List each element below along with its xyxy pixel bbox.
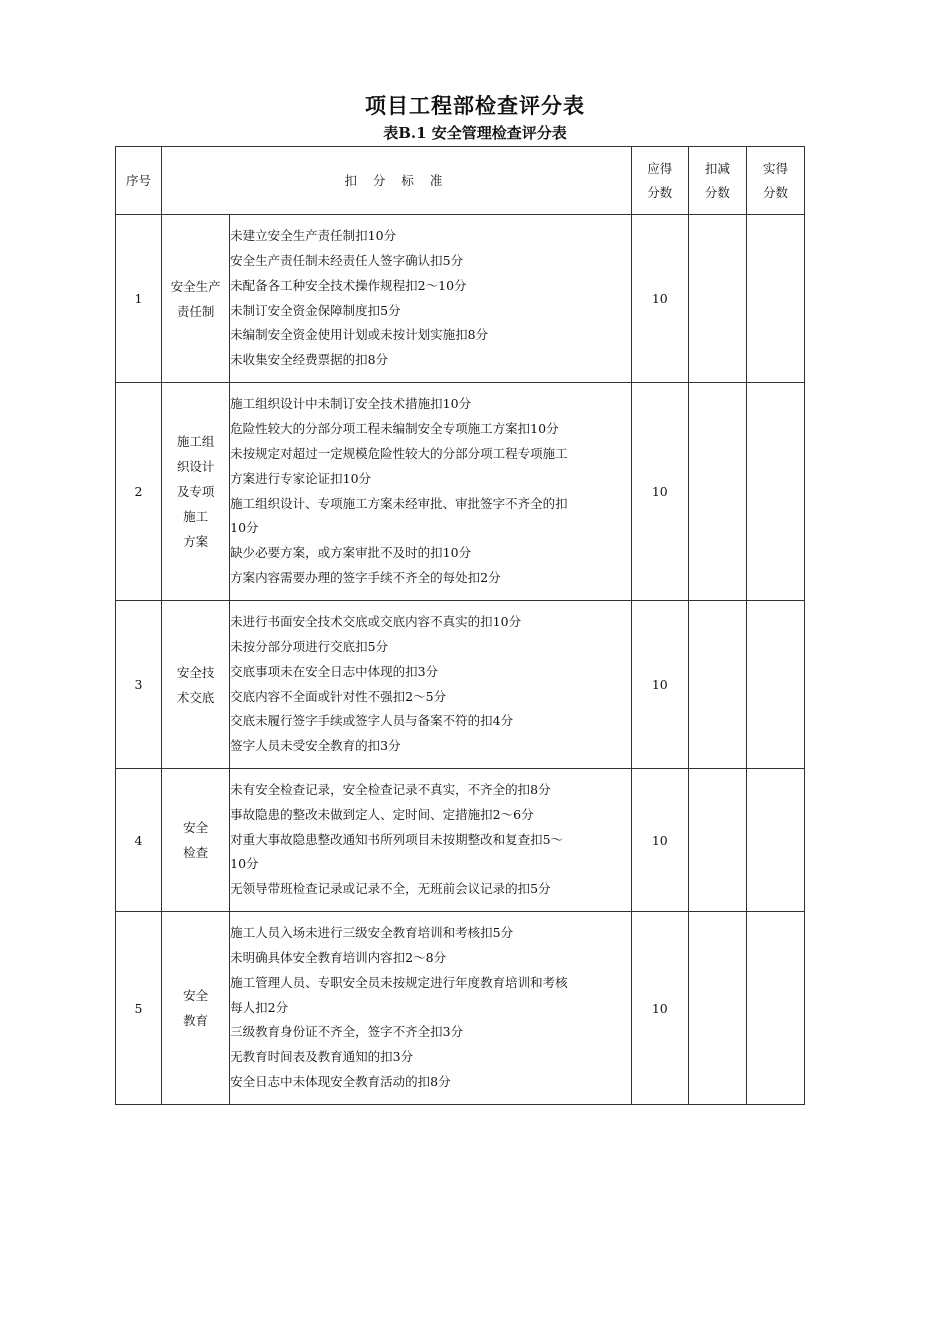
deduction-score-cell[interactable] (688, 601, 746, 769)
table-body (116, 215, 805, 1105)
check-item-line: 织设计 (176, 459, 215, 474)
criteria-line: 未明确具体安全教育培训内容扣2～8分 (230, 950, 447, 965)
deduction-score-cell[interactable] (688, 383, 746, 601)
criteria-line: 未进行书面安全技术交底或交底内容不真实的扣10分 (230, 614, 522, 630)
actual-score-cell[interactable] (746, 215, 804, 383)
check-item (162, 215, 230, 383)
check-item-line: 施工 (183, 509, 209, 524)
header-no: 序号 (116, 147, 162, 215)
deduction-score-cell[interactable] (688, 215, 746, 383)
criteria-line: 未制订安全资金保障制度扣5分 (230, 302, 401, 318)
deduction-score-cell[interactable] (688, 912, 746, 1105)
header-deduction: 扣减 分数 (688, 147, 746, 215)
deduction-criteria (230, 215, 632, 383)
full-score-cell: 10 (631, 912, 688, 1105)
criteria-line: 对重大事故隐患整改通知书所列项目未按期整改和复查扣5～ (230, 831, 564, 847)
check-item-line: 及专项 (176, 484, 215, 499)
page-title: 项目工程部检查评分表 (365, 93, 585, 118)
check-item-line: 安全生产 (170, 278, 221, 294)
criteria-line: 未建立安全生产责任制扣10分 (230, 228, 397, 244)
criteria-line: 缺少必要方案，或方案审批不及时的扣10分 (230, 545, 472, 561)
table-row (116, 912, 805, 1105)
check-item-line: 施工组 (176, 434, 215, 449)
criteria-line: 安全日志中未体现安全教育活动的扣8分 (230, 1073, 451, 1089)
criteria-line: 施工组织设计、专项施工方案未经审批、审批签字不齐全的扣 (230, 495, 568, 511)
check-item-line: 安全 (183, 820, 209, 835)
criteria-line: 未按分部分项进行交底扣5分 (230, 638, 389, 654)
criteria-line: 交底未履行签字手续或签字人员与备案不符的扣4分 (230, 713, 514, 729)
actual-score-cell[interactable] (746, 601, 804, 769)
header-criteria (162, 147, 632, 215)
criteria-line: 未配备各工种安全技术操作规程扣2～10分 (230, 277, 467, 293)
actual-score-cell[interactable] (746, 383, 804, 601)
check-item (162, 601, 230, 769)
check-item-line: 安全 (183, 988, 209, 1003)
criteria-line: 方案内容需要办理的签字手续不齐全的每处扣2分 (230, 569, 501, 585)
deduction-criteria (230, 601, 632, 769)
row-number: 4 (116, 769, 162, 912)
criteria-line: 施工管理人员、专职安全员未按规定进行年度教育培训和考核 (230, 974, 568, 990)
row-number: 2 (116, 383, 162, 601)
criteria-line: 三级教育身份证不齐全，签字不齐全扣3分 (230, 1024, 464, 1040)
criteria-line: 未编制安全资金使用计划或未按计划实施扣8分 (230, 327, 489, 343)
header-criteria-label: 扣 分 标 准 (344, 172, 449, 188)
deduction-criteria (230, 769, 632, 912)
criteria-line: 未按规定对超过一定规模危险性较大的分部分项工程专项施工 (230, 445, 568, 461)
full-score-cell: 10 (631, 383, 688, 601)
criteria-line: 交底内容不全面或针对性不强扣2～5分 (230, 688, 447, 704)
criteria-line: 危险性较大的分部分项工程未编制安全专项施工方案扣10分 (230, 421, 559, 437)
criteria-line: 施工组织设计中未制订安全技术措施扣10分 (230, 396, 472, 412)
criteria-line: 施工人员入场未进行三级安全教育培训和考核扣5分 (230, 925, 514, 941)
deduction-score-cell[interactable] (688, 769, 746, 912)
check-item-line: 责任制 (176, 303, 215, 319)
criteria-line: 安全生产责任制未经责任人签字确认扣5分 (230, 252, 464, 268)
actual-score-cell[interactable] (746, 769, 804, 912)
full-score-cell: 10 (631, 215, 688, 383)
criteria-line: 未有安全检查记录，安全检查记录不真实，不齐全的扣8分 (230, 782, 551, 797)
row-number: 3 (116, 601, 162, 769)
full-score-cell: 10 (631, 601, 688, 769)
actual-score-cell[interactable] (746, 912, 804, 1105)
table-row (116, 601, 805, 769)
criteria-line: 未收集安全经费票据的扣8分 (230, 352, 389, 368)
header-full-score: 应得 分数 (631, 147, 688, 215)
deduction-criteria (230, 383, 632, 601)
table-row (116, 215, 805, 383)
table-row (116, 383, 805, 601)
check-item (162, 769, 230, 912)
check-item-line: 术交底 (176, 689, 215, 705)
score-table (115, 146, 805, 1105)
criteria-line: 签字人员未受安全教育的扣3分 (230, 738, 401, 754)
check-item (162, 912, 230, 1105)
criteria-line: 10分 (230, 856, 259, 872)
check-item-line: 检查 (183, 845, 209, 860)
check-item-line: 安全技 (176, 664, 215, 680)
criteria-line: 无教育时间表及教育通知的扣3分 (230, 1049, 414, 1065)
header-actual: 实得 分数 (746, 147, 804, 215)
full-score-cell: 10 (631, 769, 688, 912)
check-item-line: 方案 (183, 534, 209, 549)
criteria-line: 事故隐患的整改未做到定人、定时间、定措施扣2～6分 (230, 806, 534, 822)
check-item (162, 383, 230, 601)
table-row (116, 769, 805, 912)
criteria-line: 交底事项未在安全日志中体现的扣3分 (230, 663, 439, 679)
deduction-criteria (230, 912, 632, 1105)
criteria-line: 10分 (230, 520, 259, 536)
criteria-line: 每人扣2分 (230, 999, 289, 1015)
table-subtitle: 表B.1 安全管理检查评分表 (383, 124, 567, 142)
row-number: 5 (116, 912, 162, 1105)
header-row (116, 147, 805, 215)
check-item-line: 教育 (183, 1013, 209, 1028)
criteria-line: 无领导带班检查记录或记录不全，无班前会议记录的扣5分 (230, 881, 551, 897)
criteria-line: 方案进行专家论证扣10分 (230, 470, 372, 486)
row-number: 1 (116, 215, 162, 383)
